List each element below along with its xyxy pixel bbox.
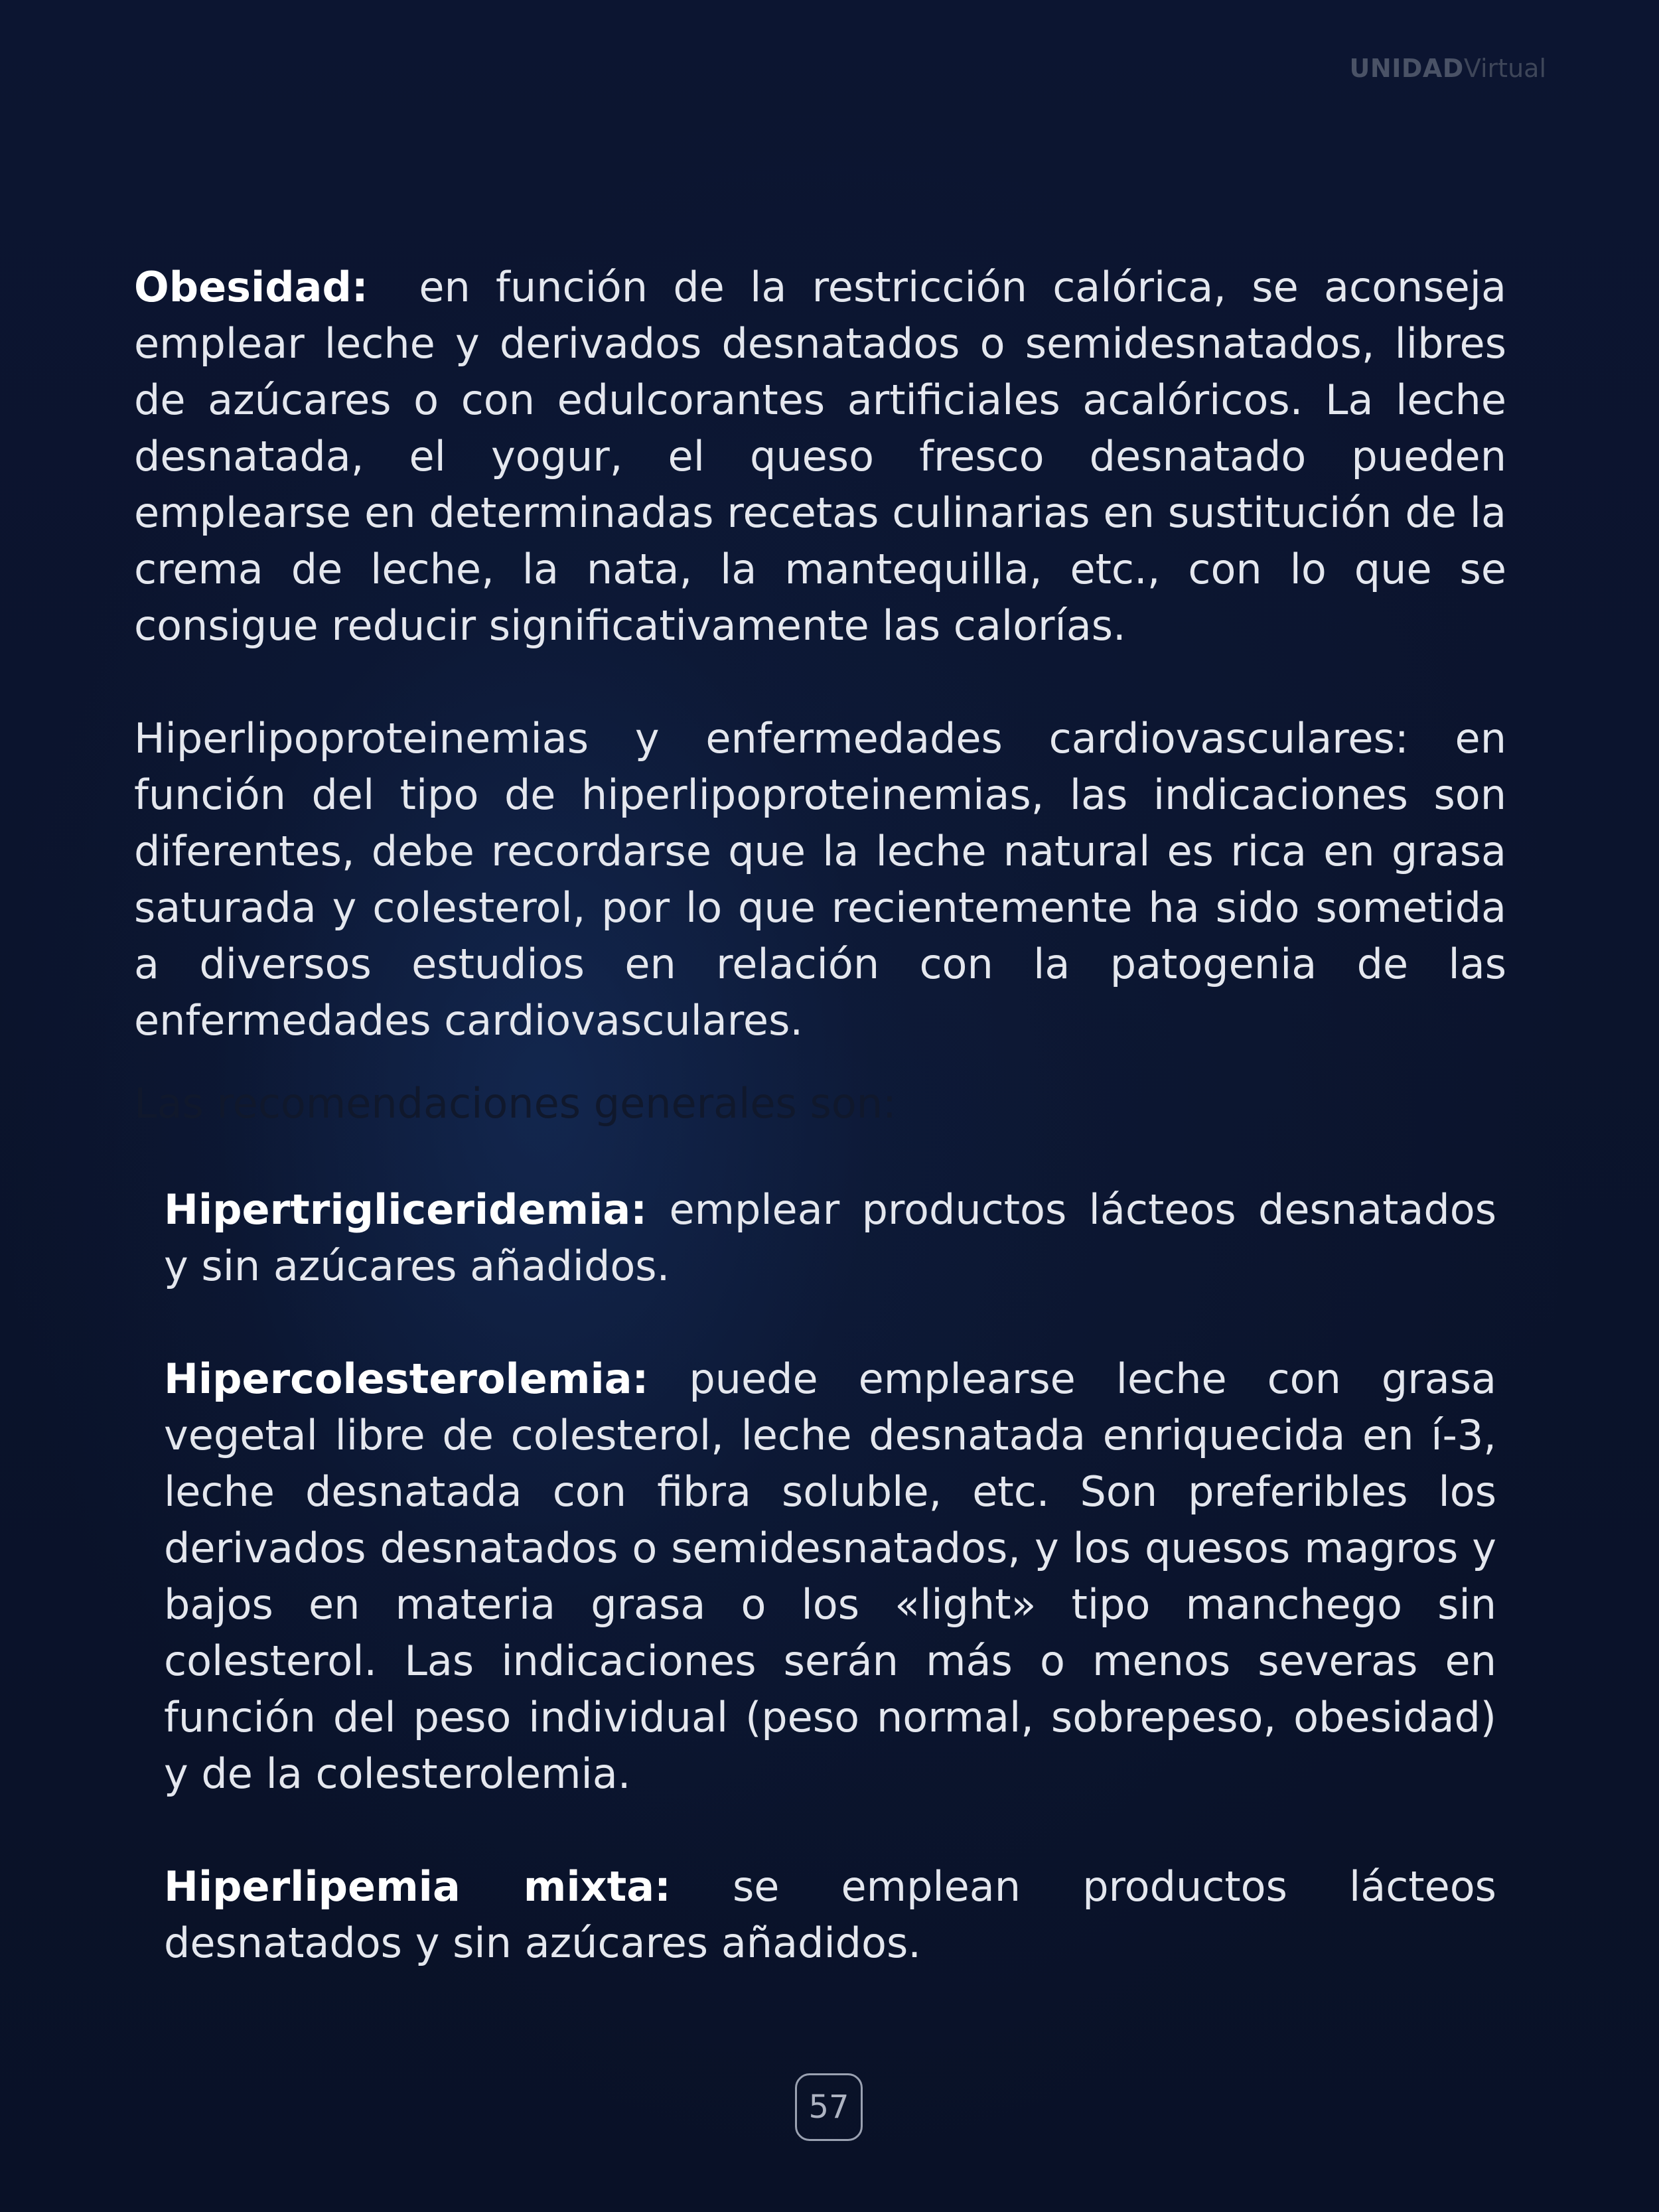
page-number: 57: [795, 2073, 863, 2141]
recommendation-text: se emplean productos lácteos desnatados y sin azúcares añadidos.: [164, 1862, 1496, 1967]
brand-strong: UNIDAD: [1349, 54, 1464, 83]
recommendation-item: [164, 1181, 1496, 1294]
brand-logo: [1350, 53, 1546, 84]
recommendation-text: puede emplearse leche con grasa vegetal libre de colesterol, leche desnatada enriquecida en í-3, leche desnatada con fibra soluble, etc. Son preferibles los derivados desnatados o semidesnatados, y los quesos magros y bajos en materia grasa o los «light» tipo manchego sin colesterol. Las indicaciones serán más o menos severas en función del peso individual (peso normal, sobrepeso, obesidad) y de la colesterolemia.: [164, 1355, 1496, 1798]
obesity-paragraph: [134, 259, 1506, 654]
recommendations-list: [134, 1181, 1496, 1971]
recommendation-label: Hiperlipemia mixta:: [164, 1862, 671, 1911]
recommendation-label: Hipertrigliceridemia:: [164, 1185, 648, 1234]
recommendations-intro: Las recomendaciones generales son:: [134, 1079, 897, 1128]
recommendation-label: Hipercolesterolemia:: [164, 1355, 649, 1403]
recommendation-item: [164, 1858, 1496, 1971]
recommendation-item: [164, 1351, 1496, 1802]
main-content: [134, 259, 1506, 1971]
obesity-label: Obesidad:: [134, 263, 368, 311]
hyperlipo-paragraph: Hiperlipoproteinemias y enfermedades cardiovasculares: en función del tipo de hiperlipoproteinemias, las indicaciones son diferentes, debe recordarse que la leche natural es rica en grasa saturada y colesterol, por lo que recientemente ha sido sometida a diversos estudios en relación con la patogenia de las enfermedades cardiovasculares.: [134, 714, 1506, 1045]
brand-light: Virtual: [1463, 54, 1546, 83]
recommendation-text: emplear productos lácteos desnatados y sin azúcares añadidos.: [164, 1185, 1496, 1290]
obesity-text: en función de la restricción calórica, se aconseja emplear leche y derivados desnatados o semidesnatados, libres de azúcares o con edulcorantes artificiales acalóricos. La leche desnatada, el yogur, el queso fresco desnatado pueden emplearse en determinadas recetas culinarias en sustitución de la crema de leche, la nata, la mantequilla, etc., con lo que se consigue reducir significativamente las calorías.: [134, 263, 1506, 650]
